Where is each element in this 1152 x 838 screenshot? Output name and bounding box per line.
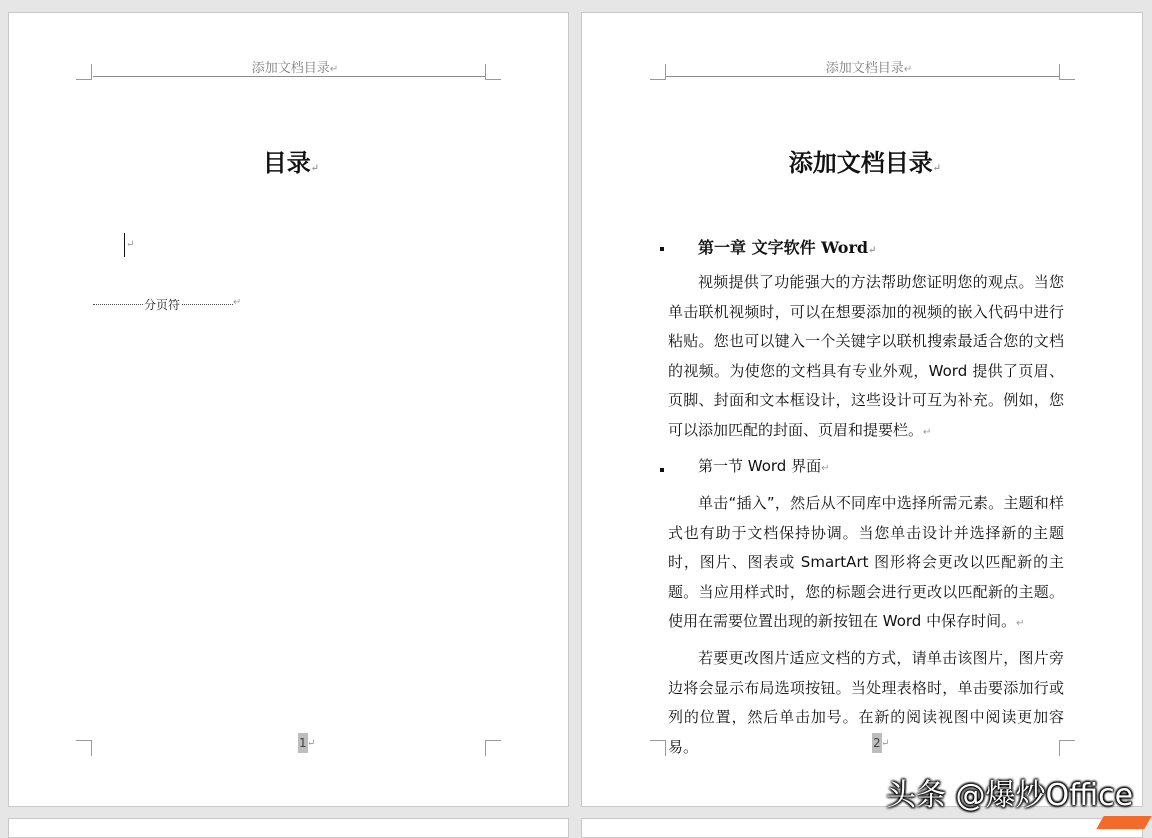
- chapter-heading[interactable]: [698, 235, 877, 258]
- paragraph-mark-icon: ↵: [868, 245, 877, 256]
- section-heading[interactable]: [698, 455, 829, 476]
- paragraph-mark-icon: ↵: [126, 239, 135, 250]
- document-page-1[interactable]: [8, 12, 569, 807]
- text-cursor: [124, 233, 125, 257]
- paragraph-mark-icon: ↵: [821, 463, 830, 474]
- page-header[interactable]: [826, 57, 912, 76]
- paragraph-text: 视频提供了功能强大的方法帮助您证明您的观点。当您单击联机视频时，可以在想要添加的视频的嵌入代码中进行粘贴。您也可以键入一个关键字以联机搜索最适合您的文档的视频。为使您的文档具有专业外观，Word 提供了页眉、页脚、封面和文本框设计，这些设计可互为补充。例如，您可以添加匹配的封面、页眉和提要栏。: [668, 273, 1064, 439]
- body-paragraph[interactable]: [668, 644, 1064, 756]
- paragraph-mark-icon: ↵: [1016, 618, 1025, 629]
- paragraph-text: 单击“插入”，然后从不同库中选择所需元素。主题和样式也有助于文档保持协调。当您单击设计并选择新的主题时，图片、图表或 SmartArt 图形将会更改以匹配新的主题。当应用样式时，您的标题会进行更改以匹配新的主题。使用在需要位置出现的新按钮在 Word 中保存时间。: [668, 494, 1064, 630]
- paragraph-mark-icon: ↵: [307, 738, 316, 749]
- document-page-3[interactable]: [8, 818, 569, 838]
- page-title[interactable]: [789, 143, 941, 178]
- document-page-2[interactable]: [581, 12, 1143, 807]
- body-paragraph[interactable]: [668, 489, 1064, 637]
- paragraph-text: 若要更改图片适应文档的方式，请单击该图片，图片旁边将会显示布局选项按钮。当处理表格时，单击要添加行或列的位置，然后单击加号。在新的阅读视图中阅读更加容易。: [668, 649, 1064, 756]
- page-title[interactable]: [263, 143, 319, 178]
- paragraph-mark-icon: ↵: [329, 64, 339, 75]
- page-break-label: 分页符: [144, 298, 181, 312]
- paragraph-mark-icon: ↵: [903, 64, 913, 75]
- document-page-4[interactable]: [581, 818, 1143, 838]
- crop-mark-bottom-right: [1059, 740, 1075, 756]
- page-header[interactable]: [252, 57, 338, 76]
- heading-text: 第一节 Word 界面: [698, 457, 822, 475]
- crop-mark-top-left: [76, 64, 92, 80]
- body-paragraph[interactable]: [668, 268, 1064, 446]
- page-number[interactable]: 2: [872, 733, 882, 753]
- crop-mark-bottom-right: [485, 740, 501, 756]
- header-rule: [93, 76, 485, 77]
- paragraph-mark-icon: ↵: [881, 738, 890, 749]
- title-text: 目录: [262, 148, 311, 177]
- crop-mark-top-right: [1059, 64, 1075, 80]
- crop-mark-bottom-left: [76, 740, 92, 756]
- header-rule: [666, 76, 1059, 77]
- crop-mark-top-left: [650, 64, 666, 80]
- paragraph-mark-icon: ↵: [932, 163, 942, 174]
- list-bullet-icon: [660, 468, 664, 472]
- crop-mark-bottom-left: [650, 740, 666, 756]
- heading-text: 第一章 文字软件 Word: [698, 238, 869, 257]
- page-break-marker[interactable]: [93, 297, 242, 312]
- corner-decoration: [1096, 816, 1152, 829]
- paragraph-mark-icon: ↵: [233, 297, 242, 308]
- header-text: 添加文档目录: [251, 61, 330, 76]
- page-number[interactable]: 1: [298, 733, 308, 753]
- list-bullet-icon: [660, 247, 664, 251]
- header-text: 添加文档目录: [825, 61, 904, 76]
- paragraph-mark-icon: ↵: [923, 426, 932, 438]
- title-text: 添加文档目录: [788, 148, 933, 177]
- crop-mark-top-right: [485, 64, 501, 80]
- watermark: 头条 @爆炒Office: [886, 778, 1134, 813]
- paragraph-mark-icon: ↵: [310, 163, 320, 174]
